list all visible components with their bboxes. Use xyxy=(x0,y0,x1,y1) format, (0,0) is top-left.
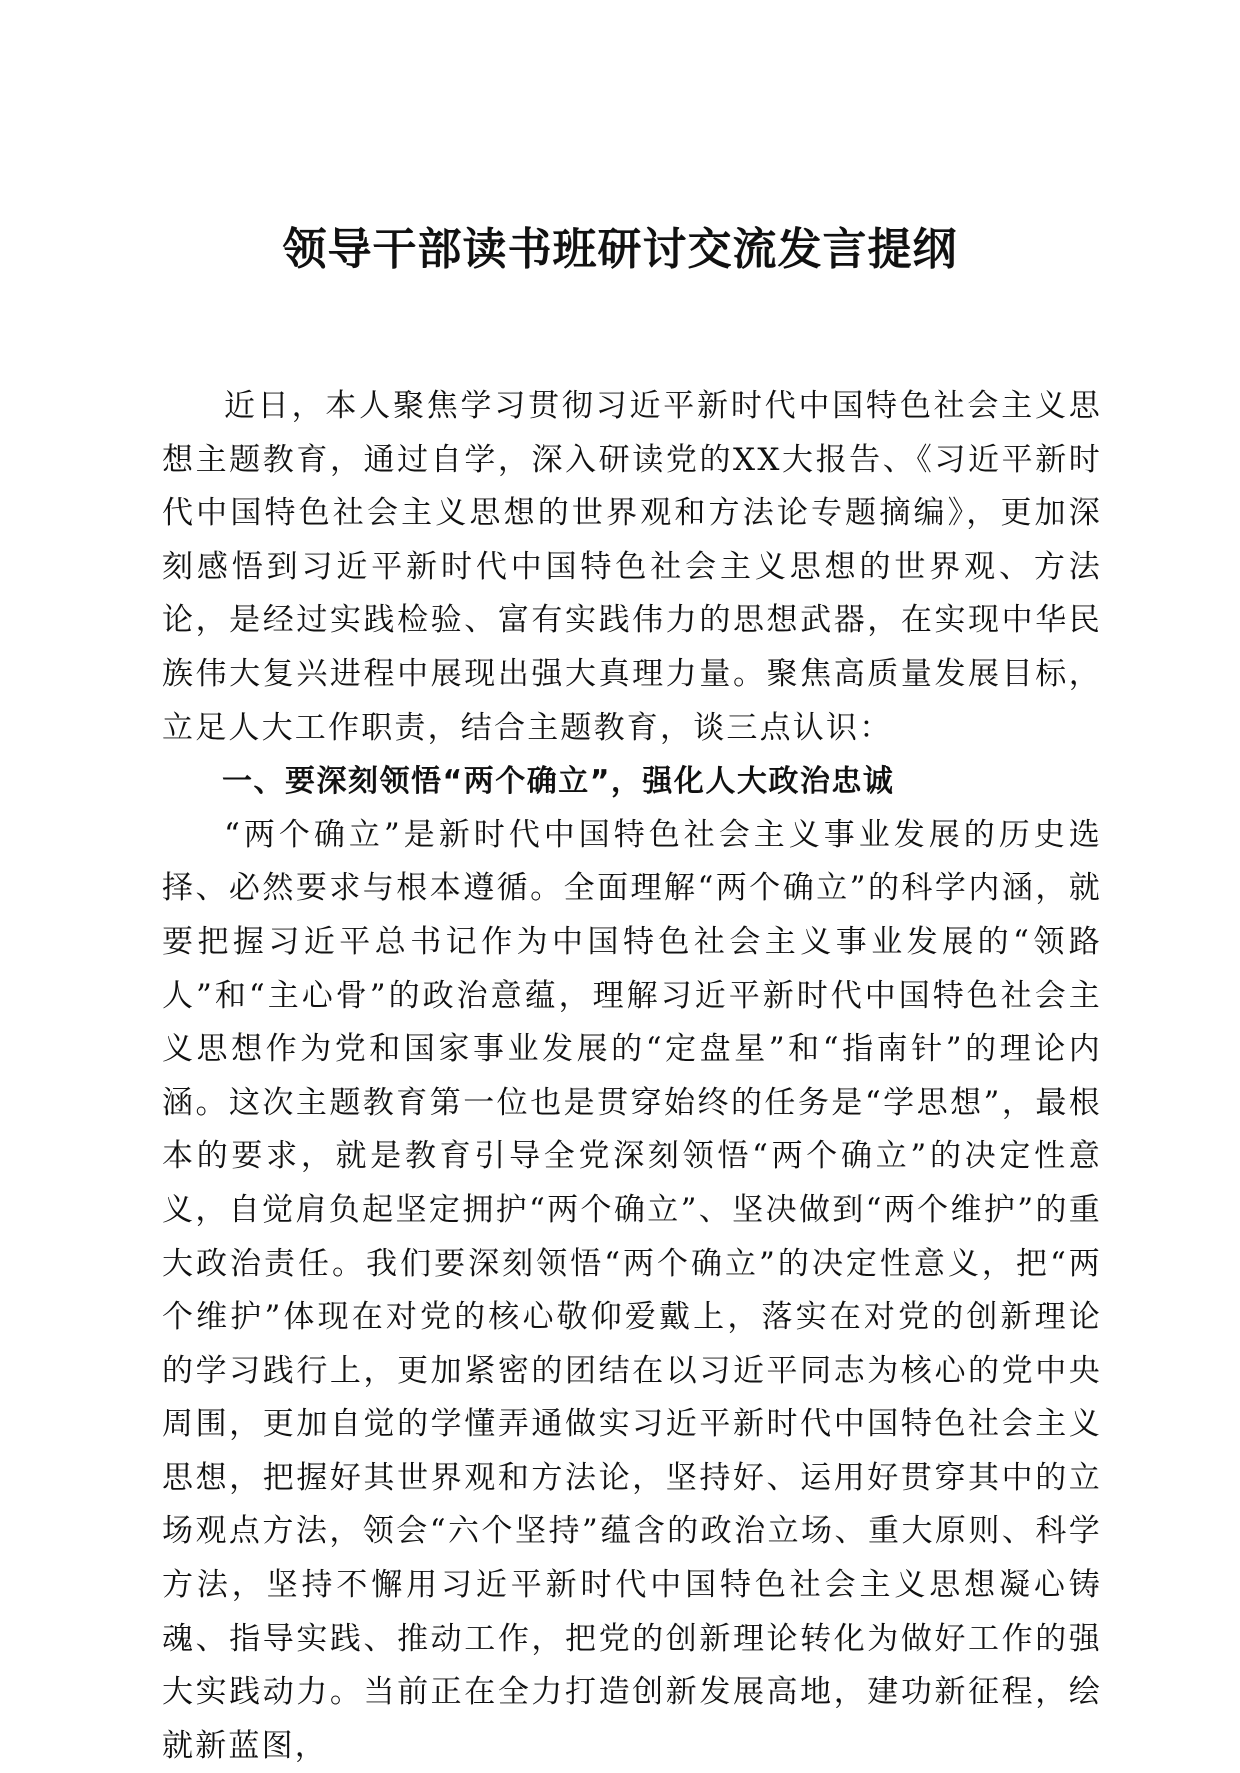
section-1-heading: 一、要深刻领悟“两个确立”，强化人大政治忠诚 xyxy=(222,764,895,800)
document-body xyxy=(162,380,1102,1773)
section-1-paragraph: “两个确立”是新时代中国特色社会主义事业发展的历史选择、必然要求与根本遵循。全面理解“两个确立”的科学内涵，就要把握习近平总书记作为中国特色社会主义事业发展的“领路人”和“主心骨”的政治意蕴，理解习近平新时代中国特色社会主义思想作为党和国家事业发展的“定盘星”和“指南针”的理论内涵。这次主题教育第一位也是贯穿始终的任务是“学思想”，最根本的要求，就是教育引导全党深刻领悟“两个确立”的决定性意义，自觉肩负起坚定拥护“两个确立”、坚决做到“两个维护”的重大政治责任。我们要深刻领悟“两个确立”的决定性意义，把“两个维护”体现在对党的核心敬仰爱戴上，落实在对党的创新理论的学习践行上，更加紧密的团结在以习近平同志为核心的党中央周围，更加自觉的学懂弄通做实习近平新时代中国特色社会主义思想，把握好其世界观和方法论，坚持好、运用好贯穿其中的立场观点方法，领会“六个坚持”蕴含的政治立场、重大原则、科学方法，坚持不懈用习近平新时代中国特色社会主义思想凝心铸魂、指导实践、推动工作，把党的创新理论转化为做好工作的强大实践动力。当前正在全力打造创新发展高地，建功新征程，绘就新蓝图， xyxy=(162,816,1102,1764)
intro-paragraph: 近日，本人聚焦学习贯彻习近平新时代中国特色社会主义思想主题教育，通过自学，深入研读党的XX大报告、《习近平新时代中国特色社会主义思想的世界观和方法论专题摘编》，更加深刻感悟到习近平新时代中国特色社会主义思想的世界观、方法论，是经过实践检验、富有实践伟力的思想武器，在实现中华民族伟大复兴进程中展现出强大真理力量。聚焦高质量发展目标，立足人大工作职责，结合主题教育，谈三点认识： xyxy=(162,388,1102,746)
document-title: 领导干部读书班研讨交流发言提纲 xyxy=(282,224,958,275)
